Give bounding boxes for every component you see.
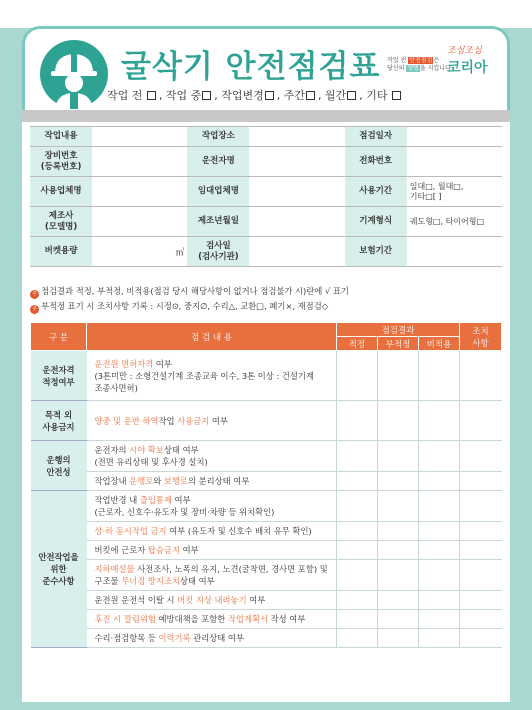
logo-tagline: 작업 전 안전점검은 당신의 생명을 지킵니다 [387, 57, 451, 72]
logo-korea: 코리아 [447, 60, 488, 76]
info-value[interactable] [92, 177, 187, 207]
note-icon: 주 [30, 290, 39, 299]
header [22, 26, 510, 114]
checklist-row [31, 351, 502, 401]
info-value[interactable] [249, 147, 344, 177]
note-1: 주 점검결과 적정, 부적정, 비적용(점검 당시 해당사항이 없거나 점검불가 시)란에 √ 표기 [30, 284, 349, 299]
check-item-text: 버킷에 근로자 탑승금지 여부 [87, 541, 337, 560]
result-na-cell[interactable] [419, 441, 460, 472]
checkbox[interactable] [202, 91, 211, 100]
checklist-row [31, 522, 502, 541]
action-cell[interactable] [460, 541, 502, 560]
info-value[interactable]: 일대□, 월대□, 기타□[ ] [407, 177, 502, 207]
action-cell[interactable] [460, 610, 502, 629]
info-label: 버켓용량 [30, 237, 92, 267]
check-item-text: 후진 시 깔림위험 예방대책을 포함한 작업계획서 작성 여부 [87, 610, 337, 629]
result-ok-cell[interactable] [337, 610, 378, 629]
info-label: 제조사 (모델명) [30, 207, 92, 237]
action-cell[interactable] [460, 472, 502, 491]
checklist-type-options [107, 87, 404, 103]
result-na-cell[interactable] [419, 351, 460, 401]
result-na-cell[interactable] [419, 560, 460, 591]
info-value[interactable]: ㎥ [92, 237, 187, 267]
info-value[interactable] [92, 147, 187, 177]
result-bad-cell[interactable] [378, 441, 419, 472]
option-work-change[interactable]: 작업변경 , [221, 89, 281, 102]
info-table [30, 126, 502, 267]
result-bad-cell[interactable] [378, 541, 419, 560]
checklist-row [31, 441, 502, 472]
info-value[interactable] [407, 127, 502, 147]
action-cell[interactable] [460, 491, 502, 522]
info-label: 사용업체명 [30, 177, 92, 207]
check-item-text: 운전자의 시야 확보상태 여부 (전면 유리상태 및 후사경 설치) [87, 441, 337, 472]
result-na-cell[interactable] [419, 591, 460, 610]
result-ok-cell[interactable] [337, 541, 378, 560]
check-item-text: 지하매설물 사전조사, 노폭의 유지, 노견(굴착면, 경사면 포함) 및 구조물 무너짐 방지조치상태 여부 [87, 560, 337, 591]
result-bad-cell[interactable] [378, 401, 419, 441]
result-ok-cell[interactable] [337, 441, 378, 472]
checklist-row [31, 541, 502, 560]
col-action: 조치 사항 [460, 323, 502, 351]
option-during-work[interactable]: 작업 중 , [165, 89, 218, 102]
category-cell: 안전작업을 위한 준수사항 [31, 491, 87, 648]
result-bad-cell[interactable] [378, 629, 419, 648]
checklist-row [31, 610, 502, 629]
check-item-text: 양중 및 운반·하역작업 사용금지 여부 [87, 401, 337, 441]
col-ok: 적정 [337, 337, 378, 351]
result-na-cell[interactable] [419, 610, 460, 629]
info-label: 장비번호 (등록번호) [30, 147, 92, 177]
logo-script: 조심조심 [447, 46, 482, 56]
checkbox[interactable] [265, 91, 274, 100]
info-label: 보험기간 [345, 237, 407, 267]
info-value[interactable] [407, 147, 502, 177]
result-bad-cell[interactable] [378, 351, 419, 401]
checkbox[interactable] [347, 91, 356, 100]
checklist-table [30, 322, 502, 648]
info-label: 제조년월일 [187, 207, 249, 237]
info-value[interactable] [92, 207, 187, 237]
result-bad-cell[interactable] [378, 472, 419, 491]
info-row [30, 237, 502, 267]
check-item-text: 수리·점검항목 등 이력기록 관리상태 여부 [87, 629, 337, 648]
result-bad-cell[interactable] [378, 591, 419, 610]
result-na-cell[interactable] [419, 401, 460, 441]
info-label: 임대업체명 [187, 177, 249, 207]
action-cell[interactable] [460, 401, 502, 441]
result-ok-cell[interactable] [337, 491, 378, 522]
result-na-cell[interactable] [419, 541, 460, 560]
check-item-text: 작업반경 내 출입통제 여부 (근로자, 신호수·유도자 및 장비·차량 등 위치확인) [87, 491, 337, 522]
result-ok-cell[interactable] [337, 522, 378, 541]
info-row [30, 177, 502, 207]
checklist-row [31, 560, 502, 591]
result-ok-cell[interactable] [337, 351, 378, 401]
info-value[interactable]: 궤도형□, 타이어형□ [407, 207, 502, 237]
col-result: 점검결과 [337, 323, 460, 337]
checklist-row [31, 401, 502, 441]
note-icon: 주 [30, 305, 39, 314]
info-label: 기계형식 [345, 207, 407, 237]
result-na-cell[interactable] [419, 629, 460, 648]
checklist-row [31, 491, 502, 522]
result-na-cell[interactable] [419, 472, 460, 491]
checkbox[interactable] [306, 91, 315, 100]
result-ok-cell[interactable] [337, 472, 378, 491]
action-cell[interactable] [460, 441, 502, 472]
check-item-text: 운전원 운전석 이탈 시 버킷 지상 내려놓기 여부 [87, 591, 337, 610]
result-na-cell[interactable] [419, 491, 460, 522]
gray-band [22, 110, 510, 122]
action-cell[interactable] [460, 591, 502, 610]
checklist-row [31, 472, 502, 491]
note-2: 주 부적정 표기 시 조치사항 기록 : 시정⊙, 중지∅, 수리△, 교환□, 폐기×, 재점검◇ [30, 299, 349, 314]
option-monthly[interactable]: 월간 , [325, 89, 363, 102]
campaign-logo [387, 43, 497, 83]
result-bad-cell[interactable] [378, 610, 419, 629]
info-label: 검사일 (검사기관) [187, 237, 249, 267]
form-paper [22, 110, 510, 702]
info-row [30, 147, 502, 177]
info-value[interactable] [407, 237, 502, 267]
option-pre-work[interactable]: 작업 전 , [107, 89, 163, 102]
document-title: 굴삭기 안전점검표 [121, 49, 381, 85]
category-cell: 운행의 안전성 [31, 441, 87, 491]
col-bad: 부적정 [378, 337, 419, 351]
top-strip [0, 0, 532, 28]
checklist-row [31, 591, 502, 610]
info-label: 사용기간 [345, 177, 407, 207]
notes [30, 284, 349, 314]
info-label: 점검일자 [345, 127, 407, 147]
result-ok-cell[interactable] [337, 560, 378, 591]
action-cell[interactable] [460, 522, 502, 541]
checklist-row [31, 629, 502, 648]
info-label: 작업내용 [30, 127, 92, 147]
result-ok-cell[interactable] [337, 591, 378, 610]
col-na: 비적용 [419, 337, 460, 351]
info-row [30, 127, 502, 147]
option-weekly[interactable]: 주간 , [283, 89, 322, 102]
result-bad-cell[interactable] [378, 491, 419, 522]
result-na-cell[interactable] [419, 522, 460, 541]
action-cell[interactable] [460, 560, 502, 591]
result-ok-cell[interactable] [337, 629, 378, 648]
category-cell: 운전자격 적정여부 [31, 351, 87, 401]
category-cell: 목적 외 사용금지 [31, 401, 87, 441]
info-value[interactable] [249, 207, 344, 237]
info-label: 작업장소 [187, 127, 249, 147]
action-cell[interactable] [460, 629, 502, 648]
result-ok-cell[interactable] [337, 401, 378, 441]
option-other[interactable]: 기타 [366, 89, 404, 102]
action-cell[interactable] [460, 351, 502, 401]
info-row [30, 207, 502, 237]
worker-helmet-icon [39, 39, 109, 109]
info-label: 운전자명 [187, 147, 249, 177]
check-item-text: 상·하 동시작업 금지 여부 (유도자 및 신호수 배치 유무 확인) [87, 522, 337, 541]
result-bad-cell[interactable] [378, 560, 419, 591]
result-bad-cell[interactable] [378, 522, 419, 541]
checkbox[interactable] [147, 91, 156, 100]
info-value[interactable] [249, 127, 344, 147]
check-item-text: 작업장내 운행로와 보행로의 분리상태 여부 [87, 472, 337, 491]
col-category: 구 분 [31, 323, 87, 351]
checkbox[interactable] [392, 91, 401, 100]
info-value[interactable] [92, 127, 187, 147]
info-value[interactable] [249, 177, 344, 207]
col-content: 점 검 내 용 [87, 323, 337, 351]
check-item-text: 운전원 면허자격 여부 (3톤미만 : 소형건설기계 조종교육 이수, 3톤 이상 : 건설기계 조종사면허) [87, 351, 337, 401]
info-label: 전화번호 [345, 147, 407, 177]
info-value[interactable] [249, 237, 344, 267]
